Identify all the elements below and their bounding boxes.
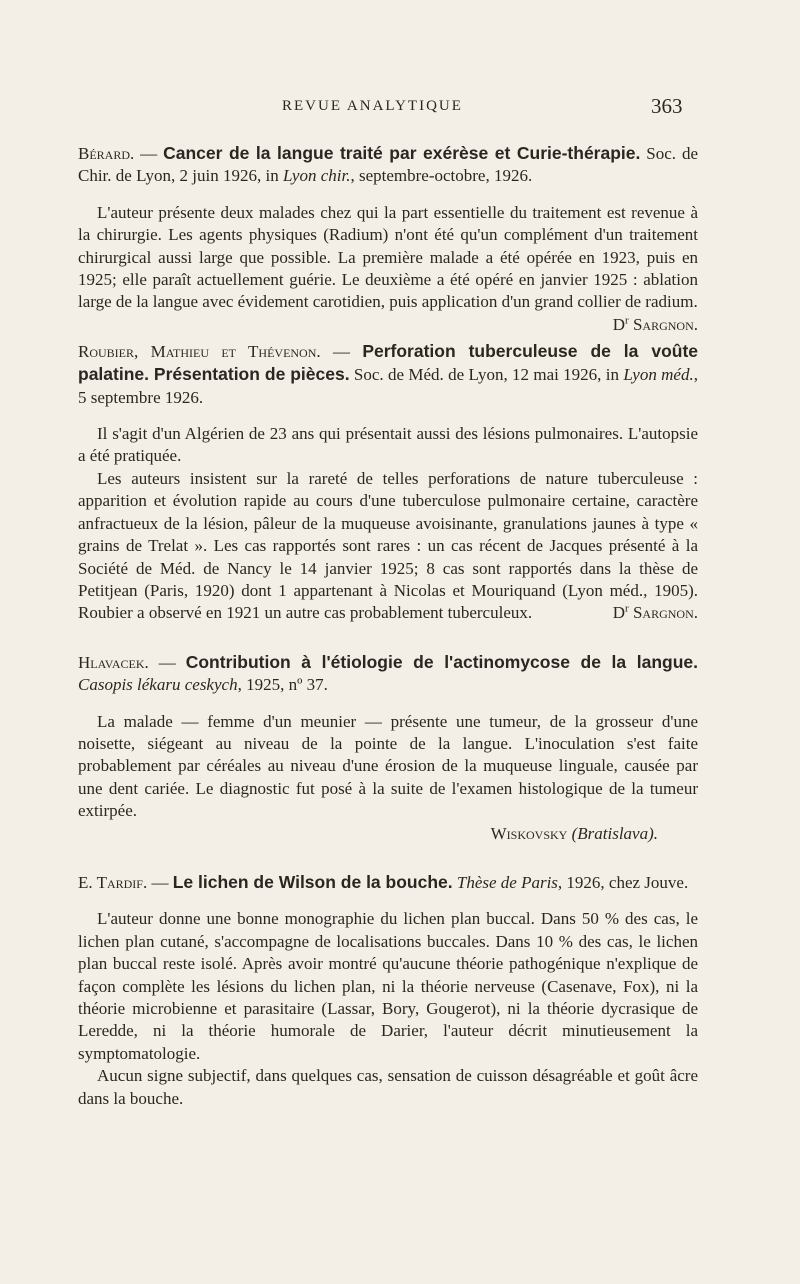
article-journal: Lyon méd. bbox=[623, 365, 694, 385]
article-source-end: , 1925, nº 37. bbox=[237, 675, 328, 695]
paragraph-text: Les auteurs insistent sur la rareté de telles perforations de nature tuberculeuse : apparition et évolution rapide au cours d'une tuberculose pulmonaire certaine, caractère anfractueux de la lésion, pâleur de la muqueuse avoisinante, granulations jaunes à type « grains de Trelat ». Les cas rapportés sont rares : un cas récent de Jacques présenté à la Société de Méd. de Nancy le 14 janvier 1925; 8 cas sont rapportés dans la thèse de Petitjean (Paris, 1920) dont 1 appartenant à Nicolas et Mouriquand (Lyon méd., 1905). Roubier a observé en 1921 un autre cas probablement tuberculeux. bbox=[78, 468, 698, 623]
article-paragraph: L'auteur donne une bonne monographie du lichen plan buccal. Dans 50 % des cas, le lichen plan cutané, s'accompagne de localisations buccales. Dans 10 % des cas, le lichen plan buccal reste isolé. Après avoir montré qu'aucune théorie pathogénique n'explique de façon complète les lésions du lichen plan, ni la théorie nerveuse (Casenave, Fox), ni la théorie microbienne et parasitaire (Lassar, Bory, Gougerot), ni la théorie dycrasique de Leredde, ni la théorie humorale de Darier, l'auteur décrit minutieusement la symptomatologie. bbox=[78, 909, 698, 1063]
signature-title-sup: r bbox=[625, 602, 629, 615]
article-source-end: , 5 septembre 1926. bbox=[78, 365, 698, 407]
reviewer-signature bbox=[594, 314, 698, 336]
paragraph-text: L'auteur présente deux malades chez qui la part essentielle du traitement est revenue à la chirurgie. Les agents physiques (Radium) n'ont été qu'un complément d'un traitement chirurgical aussi large que possible. La première malade a été opérée en 1923, puis en 1925; elle paraît actuellement guérie. Le deuxième a été opéré en janvier 1925 : ablation large de la langue avec évidement carotidien, puis application d'un grand collier de radium. bbox=[78, 202, 698, 312]
article-citation bbox=[78, 651, 698, 697]
citation-dash: — bbox=[320, 341, 363, 361]
article-citation bbox=[78, 142, 698, 188]
article-title: Perforation tuberculeuse de la voûte palatine. Présentation de pièces. bbox=[78, 340, 699, 385]
signature-title: D bbox=[612, 314, 626, 334]
citation-dash: — bbox=[148, 652, 186, 672]
review-article bbox=[78, 142, 699, 334]
article-title: Le lichen de Wilson de la bouche. bbox=[172, 871, 453, 892]
reviewer-signature bbox=[78, 823, 698, 845]
article-authors: Bérard. bbox=[78, 144, 135, 163]
review-article bbox=[78, 871, 698, 1110]
article-citation bbox=[78, 871, 698, 894]
review-article bbox=[78, 651, 698, 845]
article-source-end: , septembre-octobre, 1926. bbox=[350, 166, 533, 186]
page-header bbox=[0, 94, 800, 124]
article-authors: Roubier, Mathieu et Thévenon. bbox=[78, 341, 321, 361]
article-authors: E. Tardif. bbox=[78, 872, 148, 892]
article-authors: Hlavacek. bbox=[78, 652, 149, 672]
page-content bbox=[78, 142, 698, 1136]
signature-title: D bbox=[612, 603, 626, 623]
citation-dash: — bbox=[147, 872, 173, 892]
article-paragraph: La malade — femme d'un meunier — présente une tumeur, de la grosseur d'une noisette, siégeant au niveau de la pointe de la langue. L'inoculation s'est faite probablement par céréales au niveau d'une érosion de la muqueuse linguale, causée par une dent cariée. Le diagnostic fut posé à la suite de l'examen histologique de la tumeur extirpée. bbox=[78, 711, 698, 821]
article-paragraph: Il s'agit d'un Algérien de 23 ans qui présentait aussi des lésions pulmonaires. L'autopsie a été pratiquée. bbox=[78, 424, 698, 466]
page-number: 363 bbox=[651, 94, 683, 118]
signature-name: Wiskovsky bbox=[490, 823, 568, 843]
reviewer-signature bbox=[594, 602, 698, 624]
signature-name: Sargnon. bbox=[632, 603, 698, 623]
citation-dash: — bbox=[134, 144, 164, 163]
article-citation bbox=[78, 340, 698, 409]
signature-name: Sargnon. bbox=[632, 314, 698, 334]
article-source-end: , 1926, chez Jouve. bbox=[557, 872, 689, 892]
running-title: REVUE ANALYTIQUE bbox=[282, 98, 463, 114]
article-paragraph bbox=[78, 202, 698, 334]
article-title: Contribution à l'étiologie de l'actinomycose de la langue. bbox=[185, 651, 698, 672]
article-title: Cancer de la langue traité par exérèse et Curie-thérapie. bbox=[163, 143, 641, 163]
article-source: Soc. de Méd. de Lyon, 12 mai 1926, in bbox=[349, 365, 624, 385]
article-journal: Casopis lékaru ceskych bbox=[78, 675, 238, 695]
article-paragraph bbox=[78, 468, 698, 625]
signature-place: (Bratislava). bbox=[571, 823, 658, 843]
article-source: Soc. de Chir. de Lyon, 2 juin 1926, in bbox=[78, 144, 699, 186]
signature-title-sup: r bbox=[625, 314, 629, 327]
review-article bbox=[78, 340, 698, 625]
article-paragraph: Aucun signe subjectif, dans quelques cas, sensation de cuisson désagréable et goût âcre dans la bouche. bbox=[78, 1066, 698, 1108]
article-journal: Thèse de Paris bbox=[456, 872, 558, 892]
article-journal: Lyon chir. bbox=[282, 166, 351, 186]
